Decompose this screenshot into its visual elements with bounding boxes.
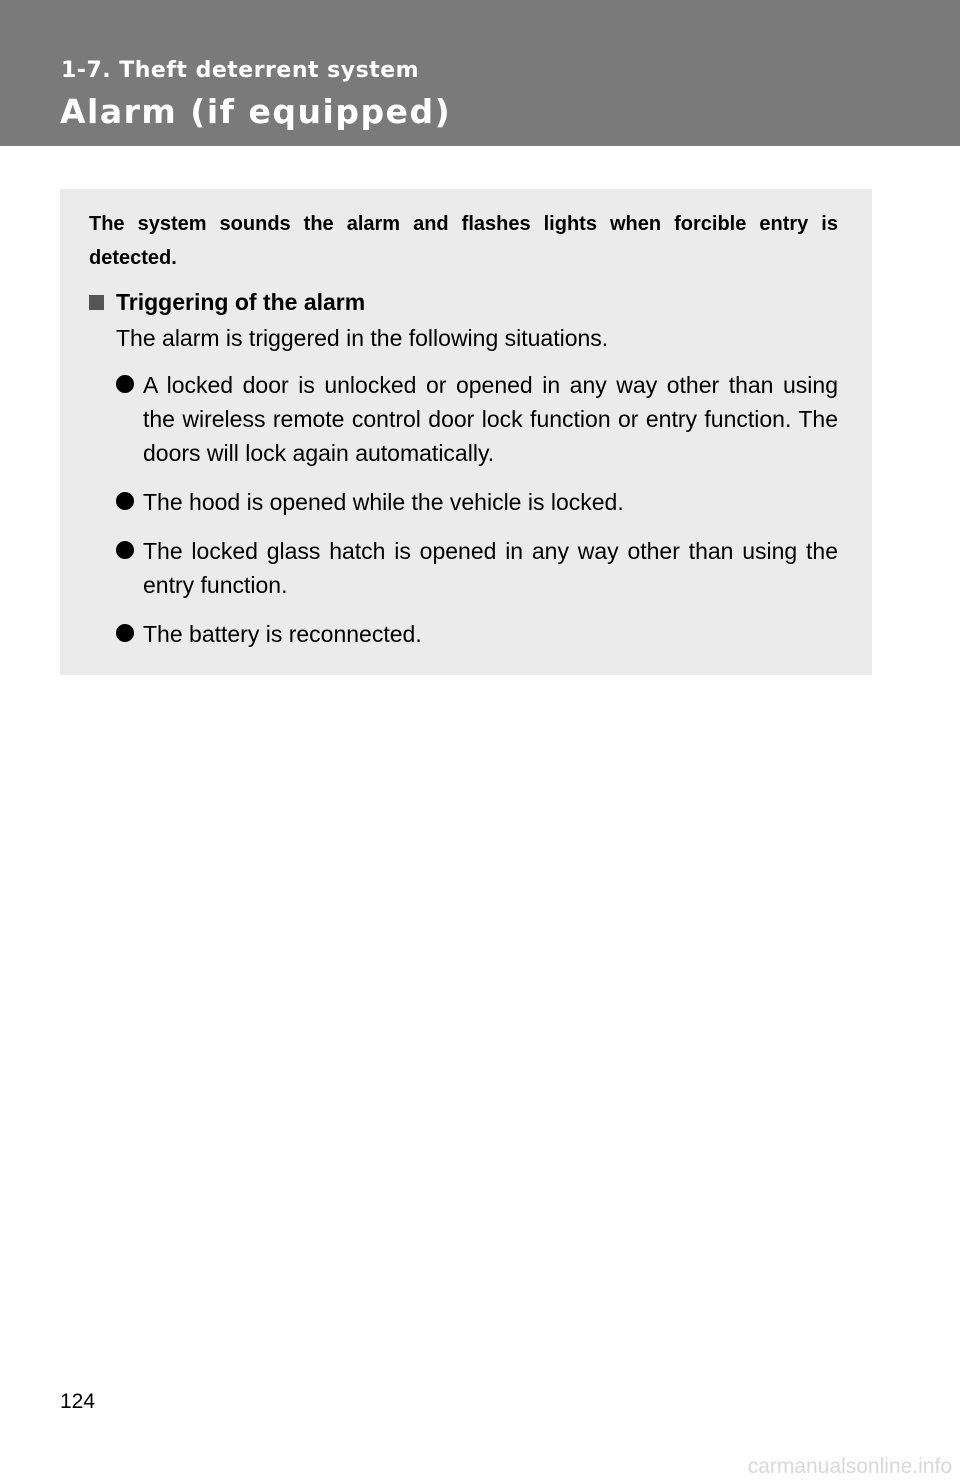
bullet-text: The battery is reconnected.	[143, 621, 422, 647]
section-label: 1-7. Theft deterrent system	[61, 58, 420, 83]
list-item	[116, 534, 838, 602]
page-title: Alarm (if equipped)	[60, 92, 452, 131]
list-item	[116, 485, 838, 519]
intro-text: The system sounds the alarm and flashes lights when forcible entry is detected.	[89, 213, 838, 269]
filled-square-icon	[89, 295, 104, 310]
list-item	[116, 617, 838, 651]
lead-text: The alarm is triggered in the following situations.	[116, 325, 609, 351]
header-banner	[0, 0, 960, 146]
subheading	[89, 287, 838, 317]
bullet-list	[116, 368, 838, 651]
bullet-text: The hood is opened while the vehicle is locked.	[143, 489, 624, 515]
filled-circle-icon	[116, 541, 134, 559]
list-item	[116, 368, 838, 470]
filled-circle-icon	[116, 375, 134, 393]
page-number: 124	[60, 1390, 96, 1413]
filled-circle-icon	[116, 624, 134, 642]
subheading-text: Triggering of the alarm	[116, 289, 366, 315]
watermark: carmanualsonline.info	[747, 1455, 952, 1478]
bullet-text: A locked door is unlocked or opened in any way other than using the wireless remote control door lock function or entry function. The doors will lock again automatically.	[143, 372, 838, 466]
bullet-text: The locked glass hatch is opened in any way other than using the entry function.	[143, 538, 838, 598]
filled-circle-icon	[116, 492, 134, 510]
info-box	[60, 189, 872, 675]
